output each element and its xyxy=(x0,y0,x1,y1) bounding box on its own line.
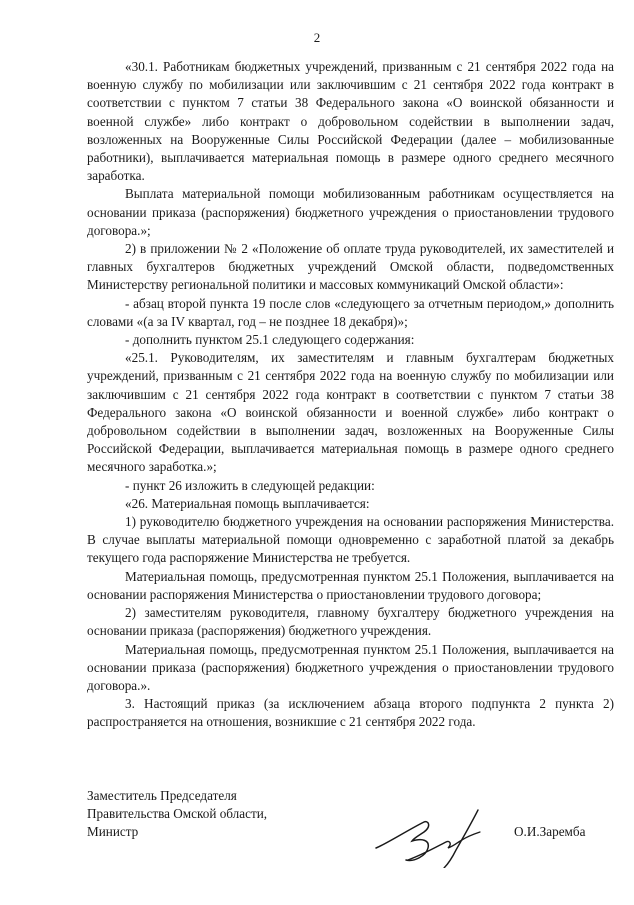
paragraph-26-1: 1) руководителю бюджетного учреждения на основании распоряжения Министерства. В случае выплаты материальной помощи одновременно с заработной платой за декабрь текущего года распоряжение Министерства не требуется. xyxy=(87,514,614,566)
paragraph-item-26-edit: - пункт 26 изложить в следующей редакции: xyxy=(125,477,375,493)
signatory-position-line: Заместитель Председателя xyxy=(87,788,237,803)
paragraph-26-2-aid: Материальная помощь, предусмотренная пунктом 25.1 Положения, выплачивается на основании приказа (распоряжения) бюджетного учреждения о приостановлении трудового договора.». xyxy=(87,641,614,693)
page-number: 2 xyxy=(313,30,321,45)
signatory-name: О.И.Заремба xyxy=(514,824,586,839)
paragraph-appendix-2: 2) в приложении № 2 «Положение об оплате труда руководителей, их заместителей и главных бухгалтеров бюджетных учреждений Омской области, подведомственных Министерству региональной политики и массовых коммуникаций Омской области»: xyxy=(87,241,614,293)
handwritten-signature xyxy=(368,808,498,868)
paragraph-26-intro: «26. Материальная помощь выплачивается: xyxy=(125,495,370,511)
paragraph-26-1-aid: Материальная помощь, предусмотренная пунктом 25.1 Положения, выплачивается на основании распоряжения Министерства о приостановлении трудового договора; xyxy=(87,568,614,602)
paragraph-30-1: «30.1. Работникам бюджетных учреждений, призванным с 21 сентября 2022 года на военную службу по мобилизации или заключившим с 21 сентября 2022 года контракт в соответствии с пунктом 7 статьи 38 Федерального закона «О воинской обязанности и военной службе» либо контракт о добровольном содействии в выполнении задач, возложенных на Вооруженные Силы Российской Федерации (далее – мобилизованные работники), выплачивается материальная помощь в размере одного среднего месячного заработка. xyxy=(87,59,614,184)
paragraph-26-2: 2) заместителям руководителя, главному бухгалтеру бюджетного учреждения на основании приказа (распоряжения) бюджетного учреждения. xyxy=(87,605,614,639)
paragraph-3-effective: 3. Настоящий приказ (за исключением абзаца второго подпункта 2 пункта 2) распространяется на отношения, возникшие с 21 сентября 2022 года. xyxy=(87,696,614,730)
signatory-position-line: Министр xyxy=(87,824,139,840)
paragraph-payment-basis: Выплата материальной помощи мобилизованным работникам осуществляется на основании приказа (распоряжения) бюджетного учреждения о приостановлении трудового договора.»; xyxy=(87,186,614,238)
paragraph-25-1: «25.1. Руководителям, их заместителям и главным бухгалтерам бюджетных учреждений, призванным с 21 сентября 2022 года на военную службу по мобилизации или заключившим с 21 сентября 2022 года контракт в соответствии с пунктом 7 статьи 38 Федерального закона «О воинской обязанности и военной службе» либо контракт о добровольном содействии в выполнении задач, возложенных на Вооруженные Силы Российской Федерации, выплачивается материальная помощь в размере одного среднего месячного заработка.»; xyxy=(87,350,614,475)
signatory-position-line: Правительства Омской области, xyxy=(87,806,268,822)
document-body xyxy=(87,58,614,732)
paragraph-add-25-1: - дополнить пунктом 25.1 следующего содержания: xyxy=(125,332,415,348)
signatory-position xyxy=(87,787,347,842)
paragraph-item-19-amendment: - абзац второй пункта 19 после слов «следующего за отчетным периодом,» дополнить словами «(а за IV квартал, год – не позднее 18 декабря)»; xyxy=(87,295,614,329)
